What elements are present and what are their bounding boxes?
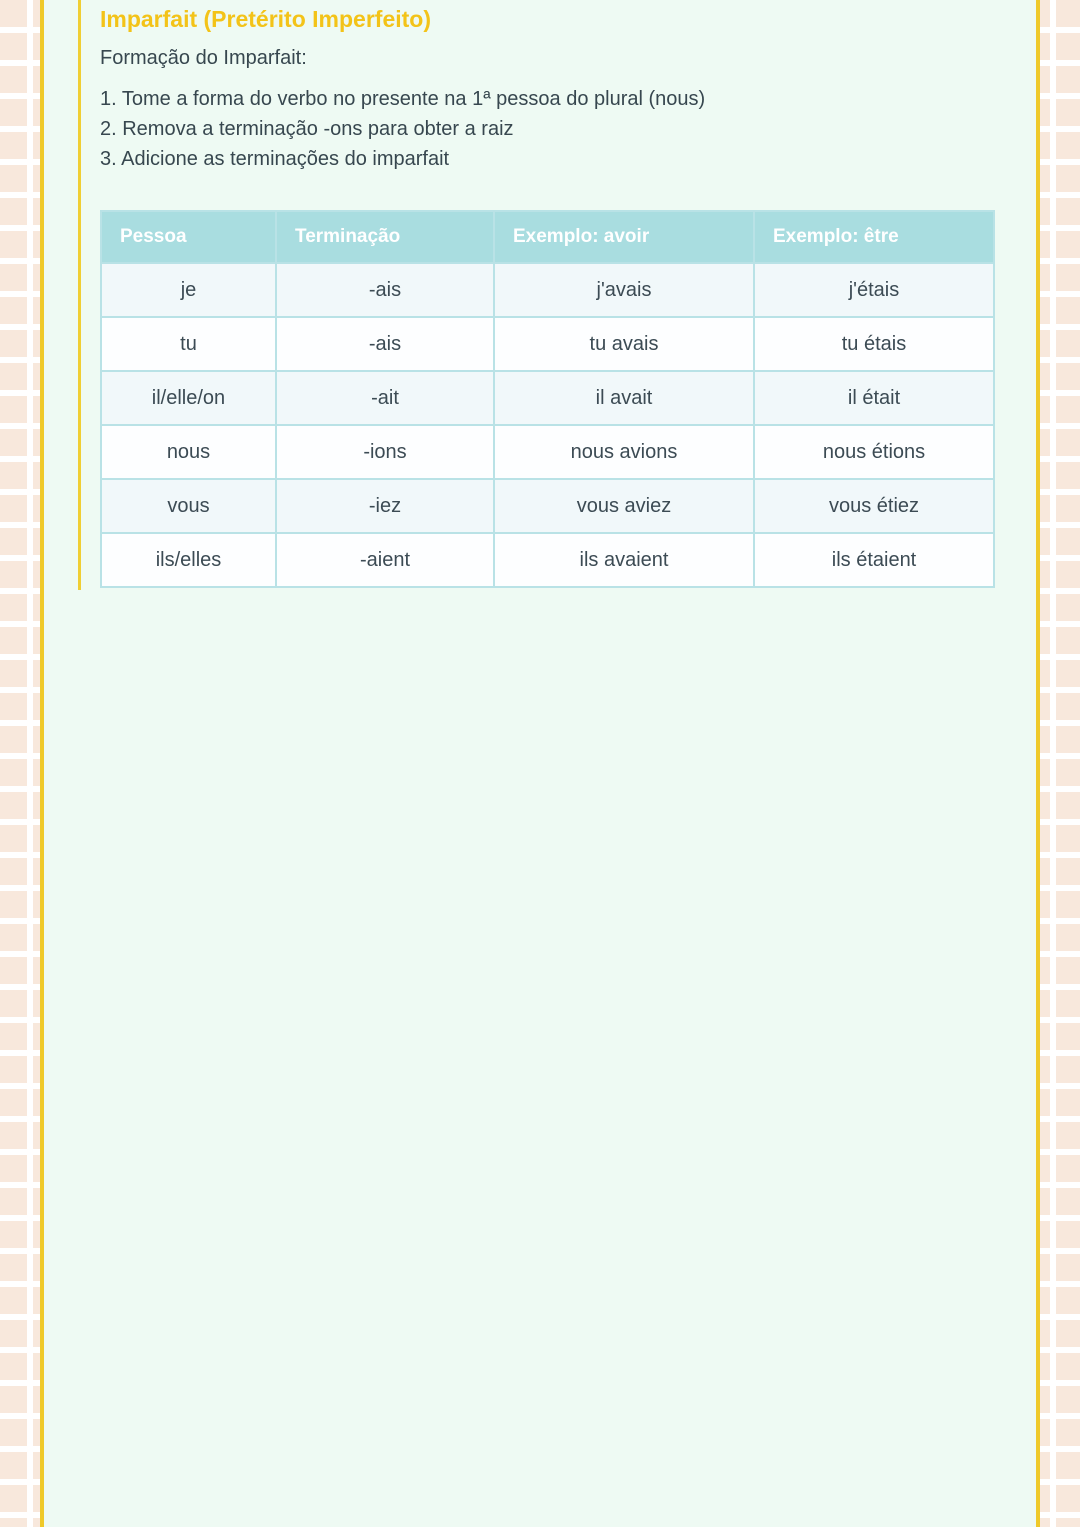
table-cell: nous étions [754, 425, 994, 479]
table-cell: ils étaient [754, 533, 994, 587]
table-cell: il/elle/on [101, 371, 276, 425]
formation-step-2: 2. Remova a terminação -ons para obter a raiz [100, 118, 514, 140]
table-cell: ils/elles [101, 533, 276, 587]
section-title: Imparfait (Pretérito Imperfeito) [100, 6, 431, 32]
table-cell: -ais [276, 317, 494, 371]
table-cell: il avait [494, 371, 754, 425]
conjugation-table [100, 210, 995, 588]
formation-steps [100, 84, 1000, 174]
table-cell: -aient [276, 533, 494, 587]
table-row [101, 479, 994, 533]
table-cell: -ait [276, 371, 494, 425]
table-cell: tu avais [494, 317, 754, 371]
content-panel [40, 0, 1040, 1527]
table-row [101, 371, 994, 425]
table-cell: -ions [276, 425, 494, 479]
formation-step-3: 3. Adicione as terminações do imparfait [100, 148, 450, 170]
table-cell: tu étais [754, 317, 994, 371]
table-cell: nous avions [494, 425, 754, 479]
table-row [101, 533, 994, 587]
imparfait-section [78, 0, 1000, 590]
table-cell: vous étiez [754, 479, 994, 533]
table-cell: je [101, 263, 276, 317]
table-cell: -iez [276, 479, 494, 533]
table-cell: j'étais [754, 263, 994, 317]
header-exemplo-etre: Exemplo: être [754, 211, 994, 263]
formation-step-1: 1. Tome a forma do verbo no presente na 1ª pessoa do plural (nous) [100, 88, 706, 110]
header-pessoa: Pessoa [101, 211, 276, 263]
table-row [101, 263, 994, 317]
table-cell: vous aviez [494, 479, 754, 533]
table-header-row [101, 211, 994, 263]
header-terminacao: Terminação [276, 211, 494, 263]
table-cell: vous [101, 479, 276, 533]
table-cell: -ais [276, 263, 494, 317]
table-cell: ils avaient [494, 533, 754, 587]
table-cell: tu [101, 317, 276, 371]
header-exemplo-avoir: Exemplo: avoir [494, 211, 754, 263]
table-cell: il était [754, 371, 994, 425]
table-row [101, 425, 994, 479]
table-cell: nous [101, 425, 276, 479]
table-cell: j'avais [494, 263, 754, 317]
formation-subtitle: Formação do Imparfait: [100, 47, 307, 69]
table-row [101, 317, 994, 371]
